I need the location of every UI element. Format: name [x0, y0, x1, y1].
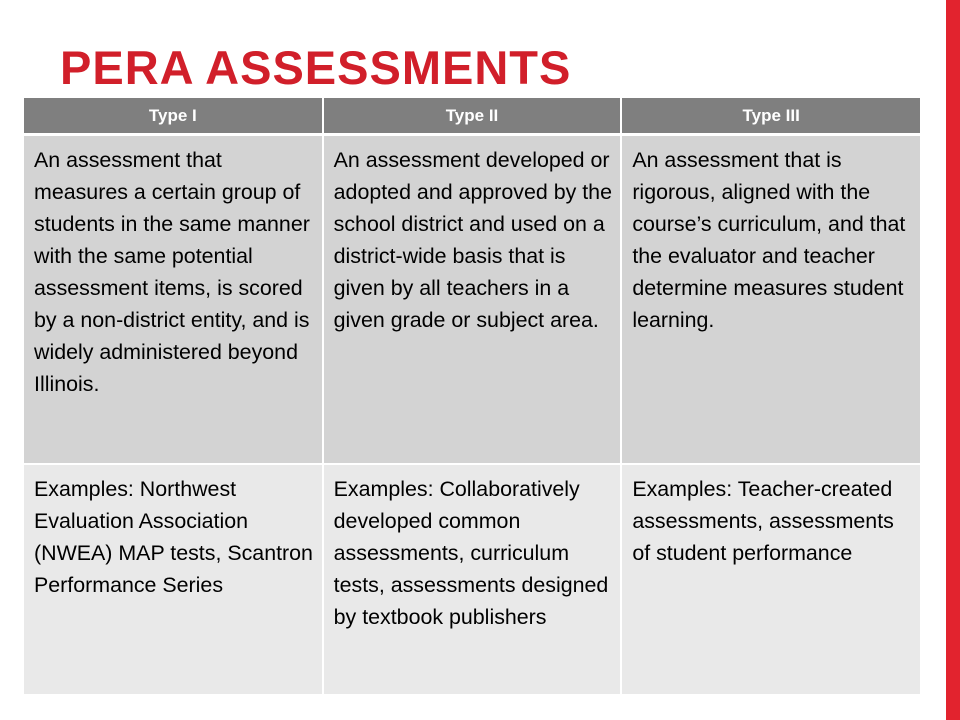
assessment-table — [24, 98, 920, 696]
examples-type-3: Examples: Teacher-created assessments, assessments of student performance — [621, 464, 920, 695]
header-type-2: Type II — [323, 98, 622, 135]
header-type-1: Type I — [24, 98, 323, 135]
definition-type-1: An assessment that measures a certain group of students in the same manner with the same potential assessment items, is scored by a non-district entity, and is widely administered beyond Illinois. — [24, 135, 323, 465]
examples-type-1: Examples: Northwest Evaluation Association (NWEA) MAP tests, Scantron Performance Series — [24, 464, 323, 695]
header-row — [24, 98, 920, 135]
examples-row — [24, 464, 920, 695]
examples-type-2: Examples: Collaboratively developed common assessments, curriculum tests, assessments designed by textbook publishers — [323, 464, 622, 695]
accent-bar — [946, 0, 960, 720]
definition-row — [24, 135, 920, 465]
definition-type-2: An assessment developed or adopted and approved by the school district and used on a district-wide basis that is given by all teachers in a given grade or subject area. — [323, 135, 622, 465]
slide-title: PERA ASSESSMENTS — [60, 41, 572, 94]
definition-type-3: An assessment that is rigorous, aligned with the course’s curriculum, and that the evaluator and teacher determine measures student learning. — [621, 135, 920, 465]
header-type-3: Type III — [621, 98, 920, 135]
